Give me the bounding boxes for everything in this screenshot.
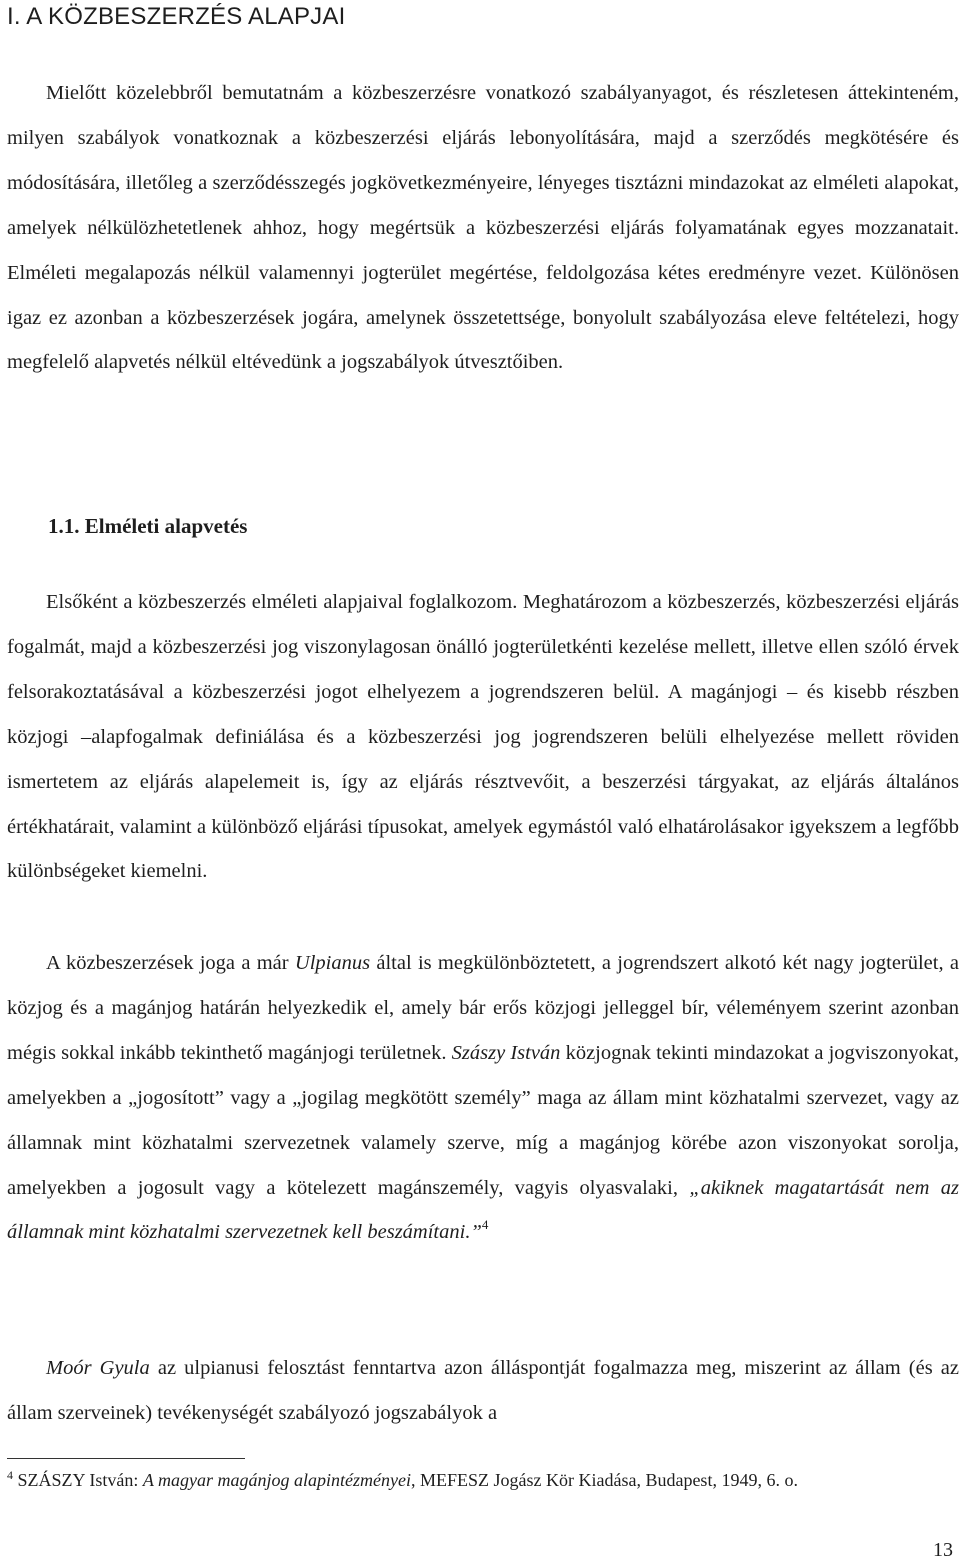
paragraph-overview: Elsőként a közbeszerzés elméleti alapjaival foglalkozom. Meghatározom a közbeszerzés, közbeszerzési eljárás fogalmát, majd a közbeszerzési jog viszonylagosan önálló jogterületkénti kezelése mellett, illetve ellen szóló érvek felsorakoztatásával a közbeszerzési jogot elhelyezem a jogrendszeren belül. A magánjogi – és kisebb részben közjogi –alapfogalmak definiálása és a közbeszerzési jog jogrendszeren belüli elhelyezése mellett röviden ismertetem az eljárás alapelemeit is, így az eljárás résztvevőit, a beszerzési tárgyakat, az eljárás általános értékhatárait, valamint a különböző eljárási típusokat, amelyek egymástól való elhatárolásakor igyekszem a legfőbb különbségeket kiemelni.	[7, 591, 959, 883]
footnote-author: SZÁSZY István:	[13, 1470, 143, 1490]
paragraph-public-private-law	[7, 941, 959, 1257]
italic-name-ulpianus: Ulpianus	[294, 952, 371, 974]
chapter-title: I. A KÖZBESZERZÉS ALAPJAI	[7, 3, 346, 30]
italic-quote: „akiknek magatartását nem az államnak mint közhatalmi szervezetnek kell beszámítani.”	[7, 1176, 959, 1244]
paragraph-intro: Mielőtt közelebbről bemutatnám a közbeszerzésre vonatkozó szabályanyagot, és részletesen áttekinteném, milyen szabályok vonatkoznak a közbeszerzési eljárás lebonyolítására, majd a szerződés megkötésére és módosítására, illetőleg a szerződésszegés jogkövetkezményeire, lényeges tisztázni mindazokat az elméleti alapokat, amelyek nélkülözhetetlenek ahhoz, hogy megértsük a közbeszerzési eljárás folyamatának egyes mozzanatait. Elméleti megalapozás nélkül valamennyi jogterület megértése, feldolgozása kétes eredményre vezet. Különösen igaz ez azonban a közbeszerzések jogára, amelynek összetettsége, bonyolult szabályozása eleve feltételezi, hogy megfelelő alapvetés nélkül eltévedünk a jogszabályok útvesztőiben.	[7, 82, 959, 374]
paragraph-moor	[7, 1346, 959, 1436]
footnote	[7, 1467, 959, 1495]
text-run: közjognak tekinti mindazokat a jogviszonyokat, amelyekben a „jogosított” vagy a „jogilag megkötött személy” maga az állam mint közhatalmi szervezet, vagy az államnak mint közhatalmi szervezetnek valamely szerve, míg a magánjog körébe azon viszonyokat sorolja, amelyekben a jogosult vagy a kötelezett magánszemély, vagyis olyasvalaki,	[7, 1041, 959, 1199]
italic-name-moor: Moór Gyula	[46, 1357, 150, 1379]
text-run: által is megkülönböztetett, a jogrendszert alkotó két nagy jogterület, a közjog és a magánjog határán helyezkedik el, amely bár erős közjogi jelleggel bír, véleményem szerint azonban mégis sokkal inkább tekinthető magánjogi területnek.	[7, 952, 959, 1064]
italic-name-szaszy: Szászy István	[451, 1041, 561, 1064]
page-number: 13	[933, 1539, 953, 1561]
footnote-publication: , MEFESZ Jogász Kör Kiadása, Budapest, 1949, 6. o.	[410, 1470, 798, 1490]
footnote-separator	[7, 1458, 245, 1459]
footnote-book-title: A magyar magánjog alapintézményei	[142, 1470, 411, 1490]
text-run: az ulpianusi felosztást fenntartva azon álláspontját fogalmazza meg, miszerint az állam (és az állam szerveinek) tevékenységét szabályozó jogszabályok a	[7, 1357, 959, 1424]
footnote-reference[interactable]: 4	[481, 1217, 489, 1233]
footnote-mark: 4	[7, 1468, 13, 1482]
section-heading: 1.1. Elméleti alapvetés	[48, 514, 248, 538]
text-run: A közbeszerzések joga a már	[46, 952, 295, 974]
